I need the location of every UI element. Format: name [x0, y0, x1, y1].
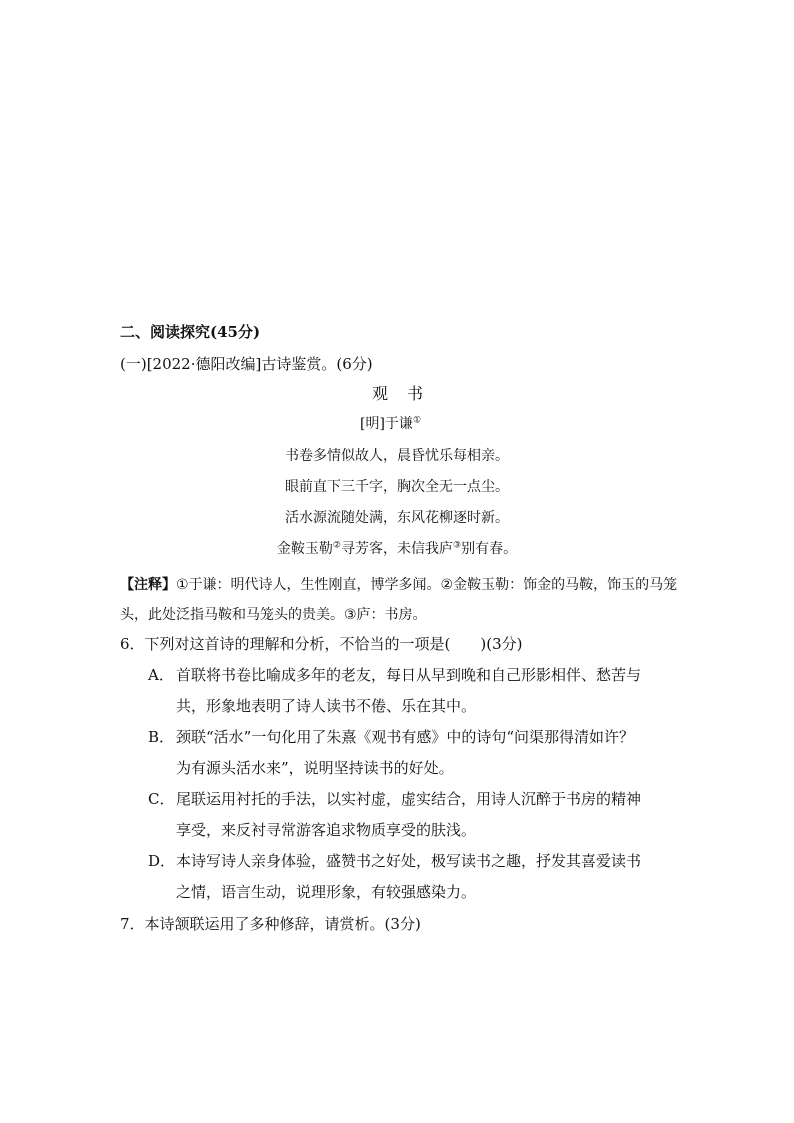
poem-line-part: 寻芳客，未信我庐 [341, 541, 453, 557]
option-text: 尾联运用衬托的手法，以实衬虚，虚实结合，用诗人沉醉于书房的精神 [176, 790, 642, 808]
option-letter: B． [148, 728, 175, 746]
poem-title-char-2: 书 [407, 384, 425, 403]
poem-author [360, 414, 421, 434]
poem-title-char-1: 观 [372, 384, 390, 403]
option-text: 为有源头活水来”，说明坚持读书的好处。 [176, 759, 454, 777]
option-letter: C． [148, 790, 175, 808]
question-6-stem: 6．下列对这首诗的理解和分析，不恰当的一项是( )(3分) [120, 635, 523, 653]
section-title: 二、阅读探究(45分) [120, 323, 261, 341]
annotation-text: ①于谦：明代诗人，生性刚直，博学多闻。②金鞍玉勒：饰金的马鞍，饰玉的马笼头，此处泛指马鞍和马笼头的贵美。③庐：书房。 [120, 577, 678, 623]
poem-line-part: 别有春。 [461, 541, 518, 557]
footnote-marker: ③ [453, 540, 462, 551]
footnote-marker: ② [332, 540, 341, 551]
part-heading: (一)[2022·德阳改编]古诗鉴赏。(6分) [120, 355, 373, 373]
option-letter: A． [148, 666, 174, 684]
poem-title [372, 384, 424, 404]
poem-line: 书卷多情似故人，晨昏忧乐每相亲。 [285, 448, 509, 464]
option-text: 享受，来反衬寻常游客追求物质享受的肤浅。 [176, 821, 477, 839]
poem-line-part: 金鞍玉勒 [276, 541, 333, 557]
option-text: 首联将书卷比喻成多年的老友，每日从早到晚和自己形影相伴、愁苦与 [176, 666, 642, 684]
annotation-block [120, 570, 680, 630]
annotation-label: 【注释】 [120, 577, 176, 593]
option-text: 颈联“活水”一句化用了朱熹《观书有感》中的诗句“问渠那得清如许？ [176, 728, 635, 746]
poem-line: 活水源流随处满，东风花柳逐时新。 [285, 510, 509, 526]
option-text: 之情，语言生动，说理形象，有较强感染力。 [176, 883, 477, 901]
option-letter: D． [148, 852, 176, 870]
question-7-stem: 7．本诗颔联运用了多种修辞，请赏析。(3分) [120, 915, 421, 933]
poem-line [0, 539, 794, 559]
footnote-marker: ① [412, 415, 422, 426]
option-text: 本诗写诗人亲身体验，盛赞书之好处，极写读书之趣，抒发其喜爱读书 [176, 852, 642, 870]
option-text: 共，形象地表明了诗人读书不倦、乐在其中。 [176, 697, 477, 715]
option-d[interactable] [148, 846, 680, 908]
poem-line: 眼前直下三千字，胸次全无一点尘。 [285, 479, 509, 495]
poem-author-name: [明]于谦 [360, 416, 413, 432]
option-a[interactable] [148, 660, 680, 722]
option-b[interactable] [148, 722, 680, 784]
option-c[interactable] [148, 784, 680, 846]
